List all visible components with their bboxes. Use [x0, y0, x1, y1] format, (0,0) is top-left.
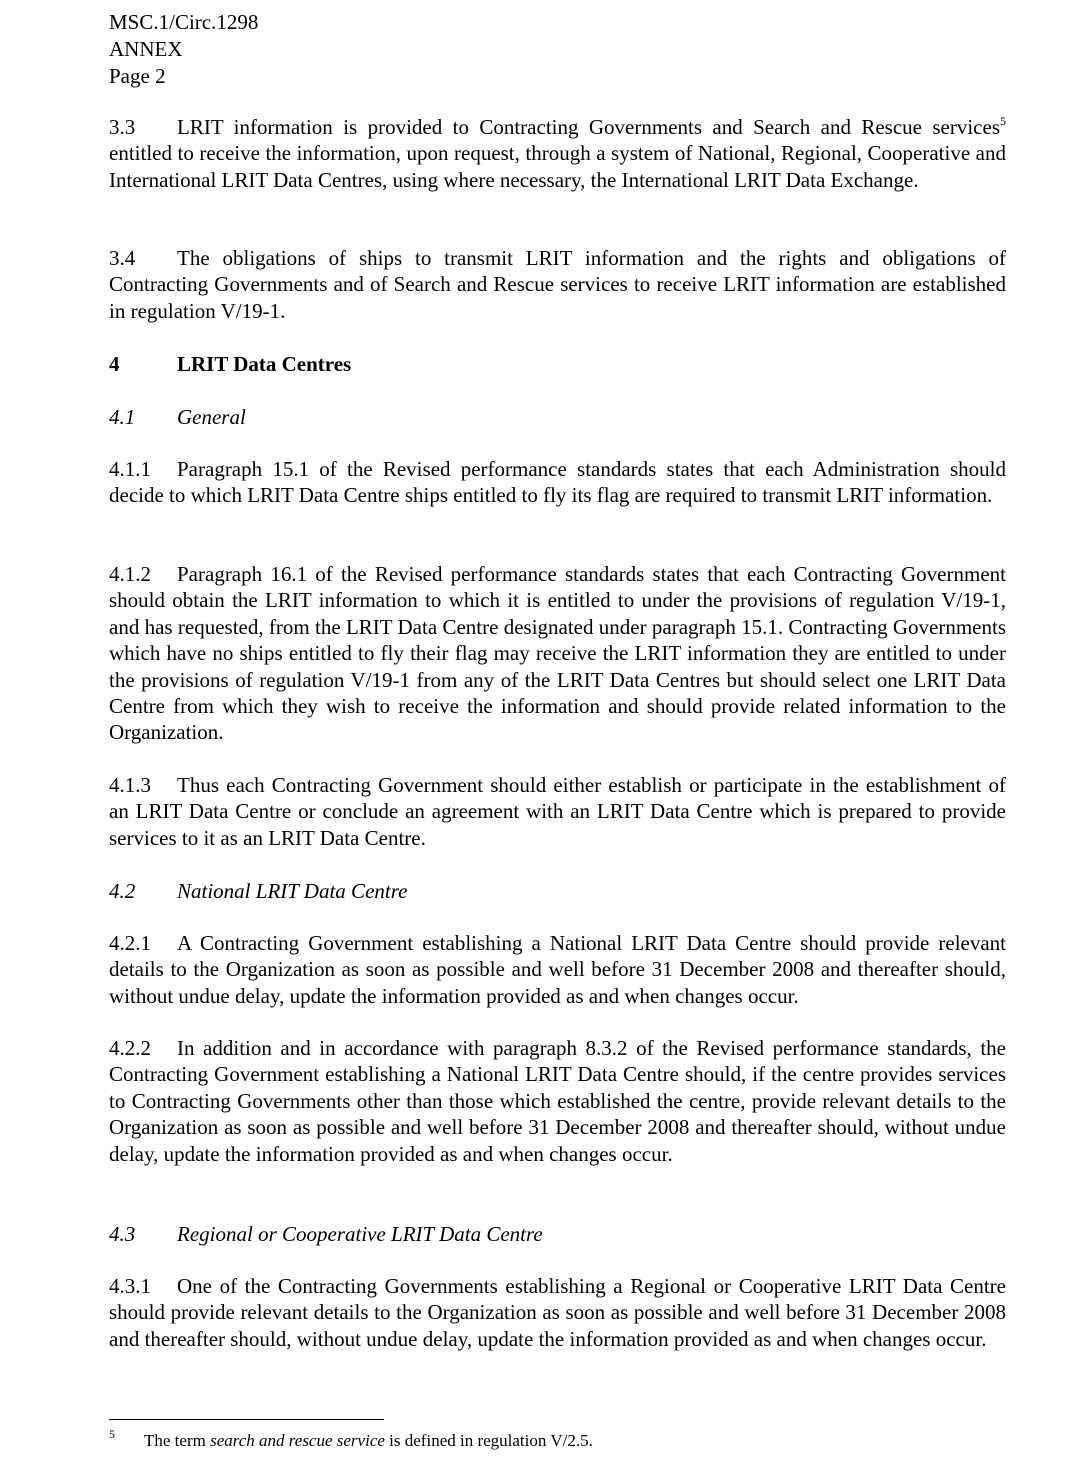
footnote-text: is defined in regulation V/2.5. [384, 1431, 593, 1450]
paragraph-text: One of the Contracting Governments establishing a Regional or Cooperative LRIT Data Centre should provide relevant details to the Organization as soon as possible and well before 31 December 2008 and thereafter should, without undue delay, update the information provided as and when changes occur. [109, 1274, 1006, 1351]
subsection-heading-4-1 [109, 404, 246, 430]
subsection-heading-4-2 [109, 878, 407, 904]
paragraph-number: 4.1.2 [109, 562, 151, 586]
subsection-number: 4.2 [109, 879, 136, 903]
subsection-number: 4.1 [109, 405, 136, 429]
paragraph-number: 4.1.1 [109, 457, 151, 481]
section-heading-4 [109, 351, 351, 377]
paragraph-4-2-1 [109, 930, 1006, 1009]
page-header [109, 9, 258, 90]
paragraph-4-1-2 [109, 561, 1006, 746]
paragraph-4-1-1 [109, 456, 1006, 509]
paragraph-text: The obligations of ships to transmit LRIT information and the rights and obligations of Contracting Governments and of Search and Rescue services to receive LRIT information are established in regulation V/19-1. [109, 246, 1006, 323]
paragraph-text: A Contracting Government establishing a National LRIT Data Centre should provide relevant details to the Organization as soon as possible and well before 31 December 2008 and thereafter should, without undue delay, update the information provided as and when changes occur. [109, 931, 1006, 1008]
document-reference: MSC.1/Circ.1298 [109, 10, 259, 34]
footnote-separator [109, 1419, 384, 1420]
paragraph-number: 4.1.3 [109, 773, 151, 797]
paragraph-text: Paragraph 15.1 of the Revised performance standards states that each Administration should decide to which LRIT Data Centre ships entitled to fly its flag are required to transmit LRIT information. [109, 457, 1006, 508]
paragraph-text: Thus each Contracting Government should either establish or participate in the establishment of an LRIT Data Centre or conclude an agreement with an LRIT Data Centre which is prepared to provide services to it as an LRIT Data Centre. [109, 773, 1006, 850]
paragraph-number: 3.4 [109, 246, 136, 270]
paragraph-4-1-3 [109, 772, 1006, 851]
paragraph-3-3 [109, 114, 1006, 193]
subsection-title: General [177, 405, 246, 429]
subsection-heading-4-3 [109, 1221, 543, 1247]
paragraph-4-3-1 [109, 1273, 1006, 1352]
paragraph-number: 4.2.2 [109, 1036, 151, 1060]
paragraph-text: entitled to receive the information, upon request, through a system of National, Regional, Cooperative and International LRIT Data Centres, using where necessary, the International LRIT Data Exchange. [109, 141, 1006, 192]
footnote-text: The term [144, 1431, 211, 1450]
footnote-reference: 5 [1000, 114, 1006, 128]
subsection-title: Regional or Cooperative LRIT Data Centre [177, 1222, 543, 1246]
section-title: LRIT Data Centres [177, 352, 352, 376]
paragraph-text: Paragraph 16.1 of the Revised performance standards states that each Contracting Government should obtain the LRIT information to which it is entitled to under the provisions of regulation V/19-1, and has requested, from the LRIT Data Centre designated under paragraph 15.1. Contracting Governments which have no ships entitled to fly their flag may receive the LRIT information they are entitled to under the provisions of regulation V/19-1 from any of the LRIT Data Centres but should select one LRIT Data Centre from which they wish to receive the information and should provide related information to the Organization. [109, 562, 1006, 745]
paragraph-4-2-2 [109, 1035, 1006, 1167]
paragraph-number: 4.2.1 [109, 931, 151, 955]
paragraph-3-4 [109, 245, 1006, 324]
paragraph-text: In addition and in accordance with paragraph 8.3.2 of the Revised performance standards, the Contracting Government establishing a National LRIT Data Centre should, if the centre provides services to Contracting Governments other than those which established the centre, provide relevant details to the Organization as soon as possible and well before 31 December 2008 and thereafter should, without undue delay, update the information provided as and when changes occur. [109, 1036, 1006, 1166]
subsection-number: 4.3 [109, 1222, 136, 1246]
footnote-italic-term: search and rescue service [210, 1431, 385, 1450]
annex-label: ANNEX [109, 37, 183, 61]
paragraph-number: 3.3 [109, 115, 136, 139]
paragraph-text: LRIT information is provided to Contracting Governments and Search and Rescue services [177, 115, 1000, 139]
subsection-title: National LRIT Data Centre [177, 879, 408, 903]
footnote: 5 The term search and rescue service is defined in regulation V/2.5. [109, 1427, 593, 1450]
paragraph-number: 4.3.1 [109, 1274, 151, 1298]
page-number: Page 2 [109, 64, 166, 88]
section-number: 4 [109, 352, 120, 376]
